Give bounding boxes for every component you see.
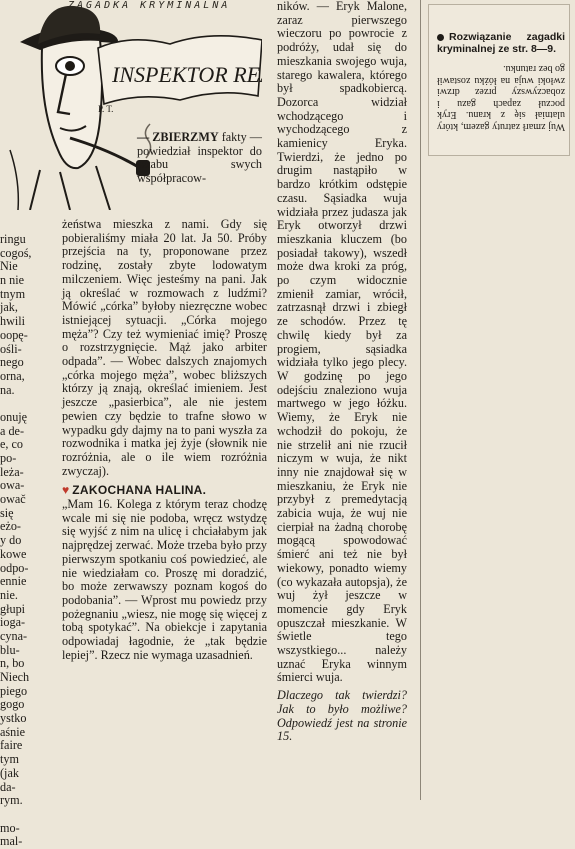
left-cut-column <box>0 233 42 849</box>
left-strip-line: nego <box>0 355 24 370</box>
left-strip-line: orna, <box>0 368 25 383</box>
solution-title-text: Rozwiązanie zagadki kryminalnej ze str. 8—9. <box>437 31 565 55</box>
left-strip-line: da- <box>0 779 16 794</box>
left-strip-line: po- <box>0 451 17 465</box>
left-strip-line: hwili <box>0 314 26 329</box>
left-strip-line: owač <box>0 492 26 507</box>
left-strip-line: nie. <box>0 587 18 602</box>
solution-title <box>437 31 565 55</box>
series-heading: ZAGADKA KRYMINALNA <box>68 0 231 11</box>
left-strip-line: cogoś, <box>0 245 32 260</box>
left-strip-line: gogo <box>0 697 25 712</box>
halina-letter-paragraph: „Mam 16. Kolega z którym teraz chodzę wcale mi się nie podoba, wręcz wstydzę się wyjść z nim na ulicę i chciałabym jak najprędzej zerwać. Może trzeba było przy pierwszym spotkaniu coś powiedzieć, ale nie wiedziałam co. Proszę mi doradzić, bo może zerwawszy poznam kogoś do podobania”. — Wprost mu powiedz przy pożegnaniu „wiesz, nie mogę się więcej z tobą spotykać”. Na obiekcje i zapytania odpowiadaj łagodnie, że „tak będzie lepiej”. Rzecz nie wymaga uzasadnień. <box>62 497 267 662</box>
left-strip-line: blu- <box>0 642 20 657</box>
left-strip-line: ennie <box>0 574 27 589</box>
left-strip-line: eżo- <box>0 519 21 534</box>
left-strip-line <box>0 397 42 411</box>
title-lettering: INSPEKTOR RE <box>112 62 261 87</box>
letter-answer-paragraph: żeństwa mieszka z nami. Gdy się pobieraliśmy miała 20 lat. Ja 50. Próby przejścia na ty, proponowane przez rodzinę, zostały zbyte lodowatym milczeniem. Więc jesteśmy na pani. Jak ją określać w rozmowach z ludźmi? Mówić „córka” byłoby niezręczne wobec istniejącej sytuacji. „Córka mojego męża”? Czy też wymieniać imię? Proszę o rozstrzygnięcie. Mąż jako arbiter odpada”. — Wobec dalszych znajomych „córka mojego męża”, wobec bliższych którzy ją znają, określać imieniem. Jest jeszcze „pasierbica”, ale nie jestem pewien czy będzie to trafne słowo w wypadku gdy dajmy na to pani wyszła za rozwodnika i matka jej żyje (słownik nie rozróżnia, ale o ile wiem rozróżnia zwyczaj). <box>62 217 267 478</box>
left-strip-line: na. <box>0 382 15 397</box>
solution-box <box>428 4 570 156</box>
left-strip-line: jak, <box>0 300 18 315</box>
left-strip-line: tnym <box>0 286 26 301</box>
lead-paragraph <box>137 131 262 186</box>
left-strip-line: odpo- <box>0 560 29 575</box>
heart-icon: ♥ <box>62 483 70 498</box>
left-strip-line: leża- <box>0 464 24 479</box>
solution-upside-down-text: Wuj zmarł zatruty gazem, który ulatniał się z kranu. Eryk poczuł zapach gazu i zobaczywszy przez drzwi zwłoki wuja na łóżku zostawił go bez ratunku. <box>437 63 565 132</box>
left-strip-line: cyna- <box>0 628 28 643</box>
left-strip-line: oopę- <box>0 327 28 342</box>
left-strip-line <box>0 808 42 822</box>
mystery-story-paragraph: ników. — Eryk Malone, zaraz pierwszego wieczoru po powrocie z podróży, udał się do mieszkania swojego wuja, starego kawalera, którego był spadkobiercą. Dozorca widział wchodzącego i wychodzącego z kamienicy Eryka. Twierdzi, że jedno po drugim nastąpiło w bardzo krótkim odstępie czasu. Sąsiadka wuja widziała przez judasza jak Eryk otworzył drzwi mieszkania kluczem (bo posiadał takowy), wszedł może dwa kroki za próg, po czym widocznie zmienił zamiar, wrócił, zatrzasnął drzwi i zbiegł ze schodów. Przez tę chwilę kiedy był za progiem, sąsiadka widziała tylko jego plecy. W godzinę po jego odejściu znaleziono wuja martwego w jego łóżku. Wiemy, że Eryk nie wchodził do pokoju, że nie strzelił ani nie rzucił niczym w wuja, że nikt inny nie znajdował się w mieszkaniu, że Eryk nie przybył z premedytacją zabicia wuja, że wuj nie cierpiał na żadną chorobę mogącą spowodować śmierć ani też nie był wiekowy, ponadto wiemy (co wykazała autopsja), że wuj żył jeszcze w momencie gdy Eryk opuszczał mieszkanie. W świetle tego wszystkiego... należy uznać Eryka winnym śmierci wuja. <box>277 0 407 685</box>
left-strip-line: aśnie <box>0 724 26 739</box>
left-strip-line: ośli- <box>0 341 22 356</box>
left-strip-line: faire <box>0 738 23 753</box>
left-strip-line: owa- <box>0 478 25 493</box>
left-strip-line: ystko <box>0 711 27 726</box>
mystery-question: Dlaczego tak twierdzi? Jak to było możliwe? Odpowiedź jest na stronie 15. <box>277 688 407 744</box>
left-strip-line: Niech <box>0 670 30 684</box>
left-strip-line: tym <box>0 752 19 767</box>
left-strip-line: ringu <box>0 232 26 246</box>
left-strip-line: ioga- <box>0 615 26 630</box>
left-strip-line: głupi <box>0 601 26 616</box>
left-strip-line: kowe <box>0 546 27 561</box>
left-strip-line: się <box>0 505 14 520</box>
lead-dash: — ZBIERZMY <box>137 130 219 144</box>
left-strip-line: (jak <box>0 765 19 780</box>
left-strip-line: piego <box>0 683 28 698</box>
left-strip-line: Nie <box>0 259 18 274</box>
subhead-text: ZAKOCHANA HALINA. <box>72 483 207 498</box>
left-strip-line: mal- <box>0 834 23 849</box>
middle-column <box>62 218 267 663</box>
left-strip-line: n nie <box>0 273 25 288</box>
column-divider <box>420 0 421 800</box>
right-column <box>277 0 407 744</box>
left-strip-line: y do <box>0 533 22 548</box>
left-strip-line: a de- <box>0 423 25 438</box>
bullet-icon <box>437 34 444 41</box>
left-strip-line: e, co <box>0 437 24 452</box>
author-initials: P. T. <box>98 104 114 114</box>
left-strip-line: onuję <box>0 409 28 424</box>
lead-text: fakty — powiedział inspektor do sztabu swych współpracow- <box>137 130 262 186</box>
left-strip-line: rym. <box>0 793 23 808</box>
left-strip-line: mo- <box>0 820 20 835</box>
left-strip-line: n, bo <box>0 656 25 671</box>
letter-subhead <box>62 484 267 498</box>
